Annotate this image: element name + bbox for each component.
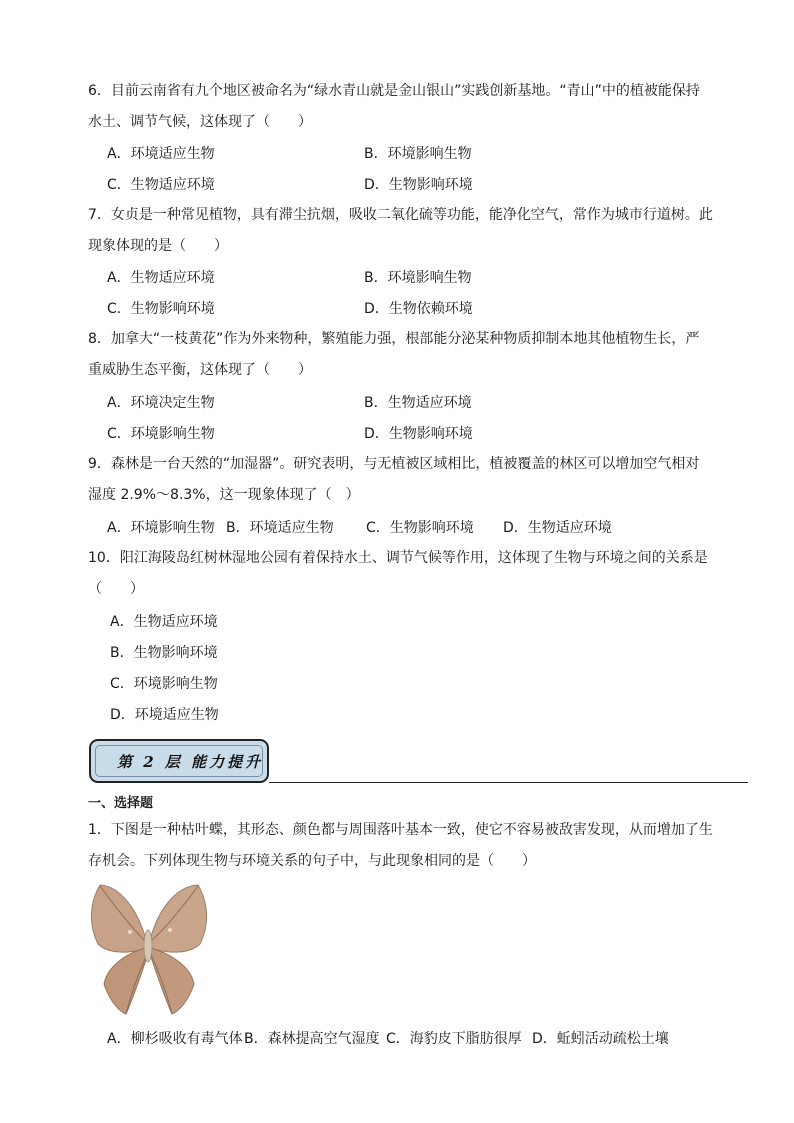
question-6-option-a: A．环境适应生物 (107, 146, 215, 162)
question-9-option-d: D．生物适应环境 (503, 520, 612, 536)
part2-question-1-option-d: D．蚯蚓活动疏松土壤 (532, 1031, 669, 1047)
question-10-option-a: A．生物适应环境 (110, 614, 218, 630)
question-7-option-a: A．生物适应环境 (107, 270, 215, 286)
question-9-option-b: B．环境适应生物 (226, 520, 334, 536)
question-8-option-c: C．环境影响生物 (107, 426, 215, 442)
question-8-option-d: D．生物影响环境 (364, 426, 473, 442)
question-10-option-b: B．生物影响环境 (110, 645, 218, 661)
section-divider (269, 782, 748, 783)
question-6-option-b: B．环境影响生物 (364, 146, 472, 162)
question-9-stem: 9．森林是一台天然的“加湿器”。研究表明，与无植被区域相比，植被覆盖的林区可以增加空气相对湿度 2.9%～8.3%，这一现象体现了（ ） (88, 456, 700, 503)
question-10-option-c: C．环境影响生物 (110, 676, 218, 692)
part2-question-1-option-a: A．柳杉吸收有毒气体 (107, 1031, 243, 1047)
question-10-stem: 10．阳江海陵岛红树林湿地公园有着保持水土、调节气候等作用，这体现了生物与环境之间的关系是（ ） (88, 550, 708, 597)
question-7-option-c: C．生物影响环境 (107, 301, 215, 317)
question-7-option-b: B．环境影响生物 (364, 270, 472, 286)
question-7-stem: 7．女贞是一种常见植物，具有滞尘抗烟，吸收二氧化硫等功能，能净化空气，常作为城市行道树。此现象体现的是（ ） (88, 207, 713, 254)
part2-question-1-stem: 1．下图是一种枯叶蝶，其形态、颜色都与周围落叶基本一致，使它不容易被敌害发现，从而增加了生存机会。下列体现生物与环境关系的句子中，与此现象相同的是（ ） (88, 822, 713, 869)
question-9-option-c: C．生物影响环境 (366, 520, 474, 536)
question-6-stem: 6．目前云南省有九个地区被命名为“绿水青山就是金山银山”实践创新基地。“青山”中的植被能保持水土、调节气候，这体现了（ ） (88, 83, 700, 130)
part2-question-1-option-c: C．海豹皮下脂肪很厚 (386, 1031, 522, 1047)
question-6-option-d: D．生物影响环境 (364, 177, 473, 193)
section-heading: 一、选择题 (88, 796, 154, 811)
question-10-option-d: D．环境适应生物 (110, 707, 219, 723)
question-6-option-c: C．生物适应环境 (107, 177, 215, 193)
question-9-option-a: A．环境影响生物 (107, 520, 215, 536)
part2-question-1-option-b: B．森林提高空气湿度 (244, 1031, 380, 1047)
question-8-option-b: B．生物适应环境 (364, 395, 472, 411)
section-title: 第 2 层 能力提升 (117, 753, 264, 771)
dead-leaf-butterfly-image (86, 880, 212, 1016)
section-banner (89, 739, 269, 783)
question-8-option-a: A．环境决定生物 (107, 395, 215, 411)
question-8-stem: 8．加拿大“一枝黄花”作为外来物种，繁殖能力强，根部能分泌某种物质抑制本地其他植物生长，严重威胁生态平衡，这体现了（ ） (88, 331, 700, 378)
question-7-option-d: D．生物依赖环境 (364, 301, 473, 317)
